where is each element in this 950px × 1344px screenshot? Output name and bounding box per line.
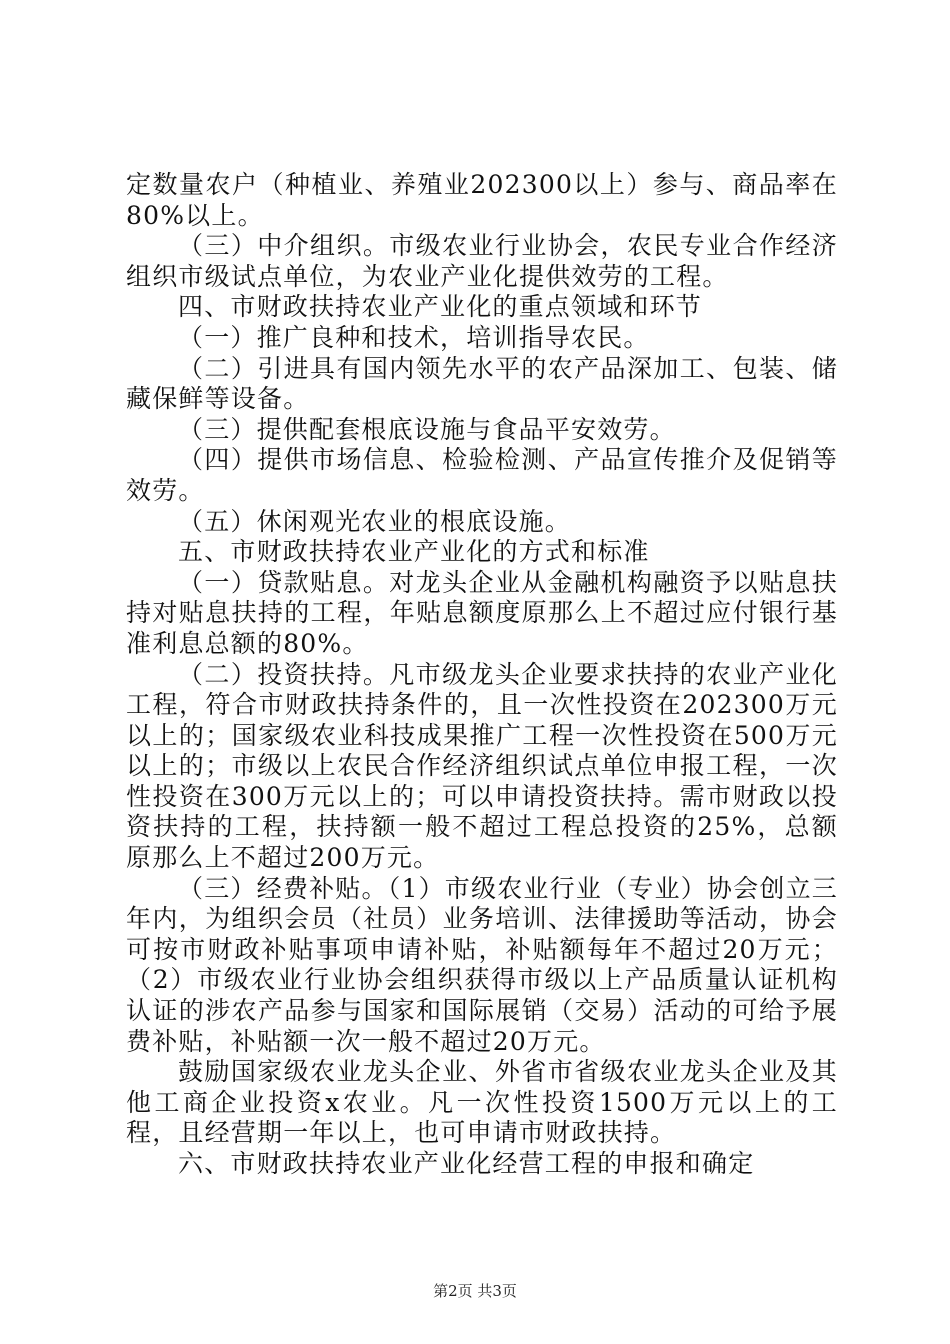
list-item: （二）引进具有国内领先水平的农产品深加工、包装、储藏保鲜等设备。 xyxy=(126,353,838,414)
document-body xyxy=(126,170,838,1180)
paragraph-investment-support: （二）投资扶持。凡市级龙头企业要求扶持的农业产业化工程，符合市财政扶持条件的，且一次性投资在202300万元以上的；国家级农业科技成果推广工程一次性投资在500万元以上的；市级以上农民合作经济组织试点单位申报工程，一次性投资在300万元以上的；可以申请投资扶持。需市财政以投资扶持的工程，扶持额一般不超过工程总投资的25%，总额原那么上不超过200万元。 xyxy=(126,659,838,873)
list-item: （五）休闲观光农业的根底设施。 xyxy=(178,506,572,536)
paragraph-loan-subsidy: （一）贷款贴息。对龙头企业从金融机构融资予以贴息扶持对贴息扶持的工程，年贴息额度原那么上不超过应付银行基准利息总额的80%。 xyxy=(126,567,838,658)
paragraph-expense-subsidy: （三）经费补贴。（1）市级农业行业（专业）协会创立三年内，为组织会员（社员）业务培训、法律援助等活动，协会可按市财政补贴事项申请补贴，补贴额每年不超过20万元；（2）市级农业行业协会组织获得市级以上产品质量认证机构认证的涉农产品参与国家和国际展销（交易）活动的可给予展费补贴，补贴额一次一般不超过20万元。 xyxy=(126,873,838,1056)
section-heading-4: 四、市财政扶持农业产业化的重点领域和环节 xyxy=(178,292,703,322)
paragraph-continuation: 定数量农户（种植业、养殖业202300以上）参与、商品率在80%以上。 xyxy=(126,170,838,230)
list-item: （一）推广良种和技术，培训指导农民。 xyxy=(178,322,650,352)
section-heading-5: 五、市财政扶持农业产业化的方式和标准 xyxy=(178,537,650,567)
list-item: （三）提供配套根底设施与食品平安效劳。 xyxy=(178,414,676,444)
paragraph-intermediary-org: （三）中介组织。市级农业行业协会，农民专业合作经济组织市级试点单位，为农业产业化提供效劳的工程。 xyxy=(126,231,838,291)
section-heading-6: 六、市财政扶持农业产业化经营工程的申报和确定 xyxy=(178,1149,755,1178)
list-item: （四）提供市场信息、检验检测、产品宣传推介及促销等效劳。 xyxy=(126,445,838,505)
page-footer: 第2页 共3页 xyxy=(433,1282,517,1300)
paragraph-encourage-investment: 鼓励国家级农业龙头企业、外省市省级农业龙头企业及其他工商企业投资x农业。凡一次性投资1500万元以上的工程，且经营期一年以上，也可申请市财政扶持。 xyxy=(126,1057,838,1148)
